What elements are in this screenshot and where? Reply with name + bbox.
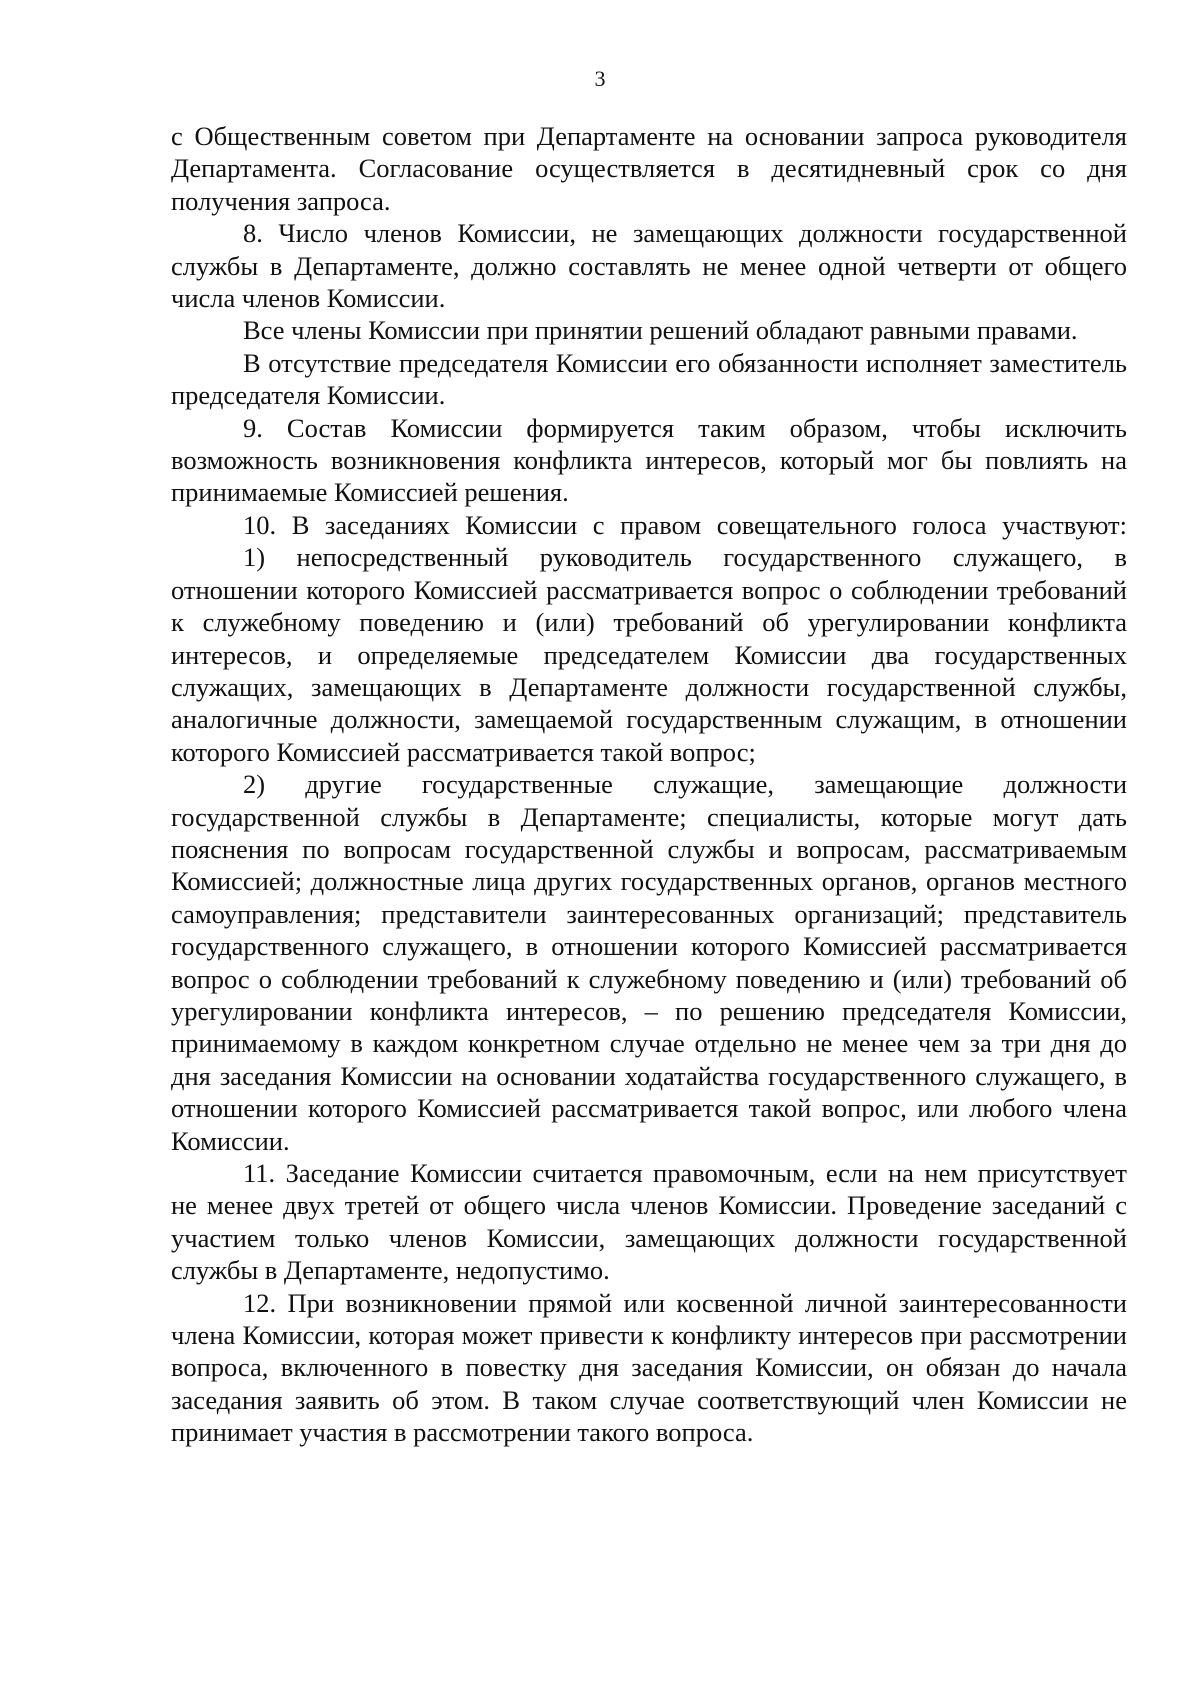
paragraph-9-composition: 9. Состав Комиссии формируется таким образом, чтобы исключить возможность возникновения конфликта интересов, который мог бы повлиять на принимаемые Комиссией решения. — [171, 412, 1127, 508]
paragraph-10-advisory-participants: 10. В заседаниях Комиссии с правом совещательного голоса участвуют: — [243, 509, 1127, 540]
paragraph-10-item-2: 2) другие государственные служащие, замещающие должности государственной службы в Департаменте; специалисты, которые могут дать пояснения по вопросам государственной службы и вопросам, рассматриваемым Комиссией; должностные лица других государственных органов, органов местного самоуправления; представители заинтересованных организаций; представитель государственного служащего, в отношении которого Комиссией рассматривается вопрос о соблюдении требований к служебному поведению и (или) требований об урегулировании конфликта интересов, – по решению председателя Комиссии, принимаемому в каждом конкретном случае отдельно не менее чем за три дня до дня заседания Комиссии на основании ходатайства государственного служащего, в отношении которого Комиссией рассматривается такой вопрос, или любого члена Комиссии. — [171, 769, 1127, 1156]
paragraph-10-item-1: 1) непосредственный руководитель государственного служащего, в отношении которого Комиссией рассматривается вопрос о соблюдении требований к служебному поведению и (или) требований об урегулировании конфликта интересов, и определяемые председателем Комиссии два государственных служащих, замещающих в Департаменте должности государственной службы, аналогичные должности, замещаемой государственным служащим, в отношении которого Комиссией рассматривается такой вопрос; — [171, 542, 1127, 767]
paragraph-8-non-civil-members: 8. Число членов Комиссии, не замещающих должности государственной службы в Департаменте, должно составлять не менее одной четверти от общего числа членов Комиссии. — [171, 218, 1127, 314]
paragraph-equal-rights: Все члены Комиссии при принятии решений обладают равными правами. — [243, 315, 1078, 346]
document-body — [171, 120, 1127, 1449]
paragraph-12-conflict-of-interest: 12. При возникновении прямой или косвенной личной заинтересованности члена Комиссии, которая может привести к конфликту интересов при рассмотрении вопроса, включенного в повестку дня заседания Комиссии, он обязан до начала заседания заявить об этом. В таком случае соответствующий член Комиссии не принимает участия в рассмотрении такого вопроса. — [171, 1287, 1127, 1448]
page-number: 3 — [594, 66, 606, 91]
paragraph-11-quorum: 11. Заседание Комиссии считается правомочным, если на нем присутствует не менее двух третей от общего числа членов Комиссии. Проведение заседаний с участием только членов Комиссии, замещающих должности государственной службы в Департаменте, недопустимо. — [171, 1158, 1127, 1286]
paragraph-consultation-continuation: с Общественным советом при Департаменте на основании запроса руководителя Департамента. Согласование осуществляется в десятидневный срок со дня получения запроса. — [171, 121, 1127, 216]
paragraph-deputy-chair: В отсутствие председателя Комиссии его обязанности исполняет заместитель председателя Комиссии. — [171, 347, 1127, 411]
